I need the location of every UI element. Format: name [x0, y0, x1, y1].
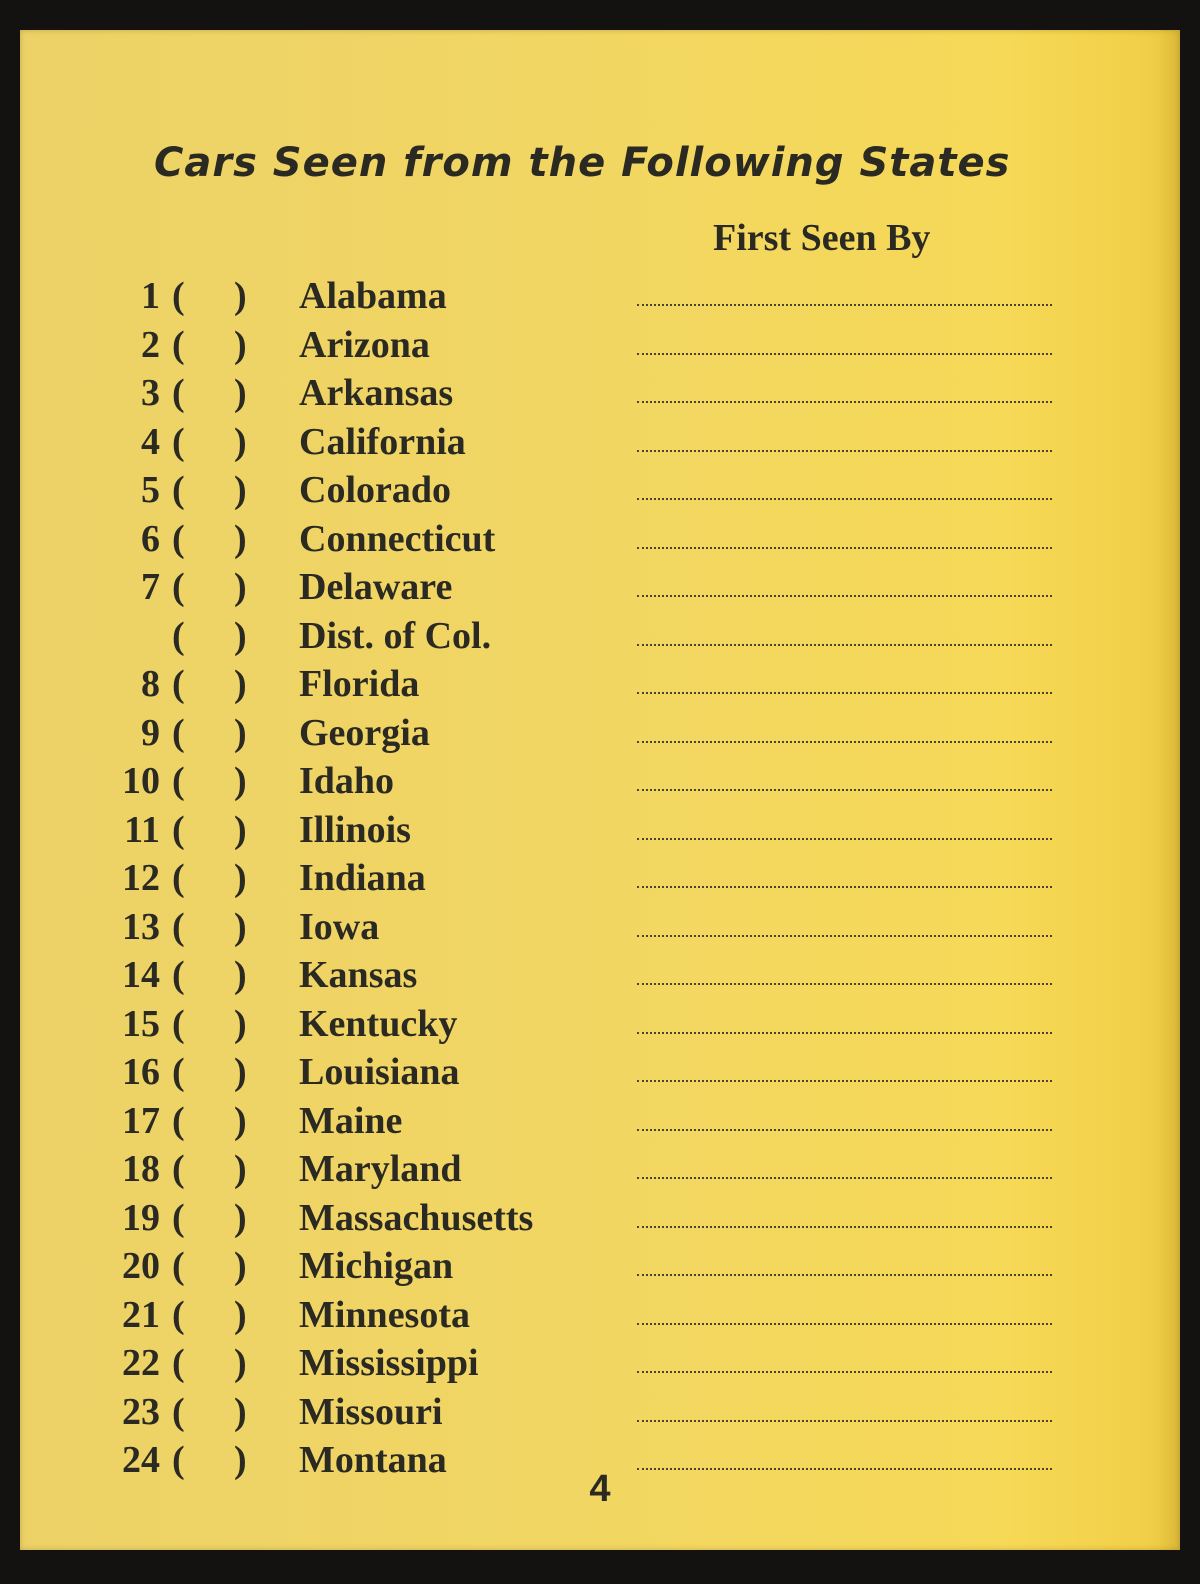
close-paren: ) [234, 323, 247, 366]
checkbox-parentheses[interactable] [172, 418, 264, 466]
state-name: Arizona [299, 323, 430, 366]
open-paren: ( [172, 711, 185, 754]
first-seen-by-blank[interactable] [637, 1032, 1052, 1034]
first-seen-by-blank[interactable] [637, 1323, 1052, 1325]
open-paren: ( [172, 1099, 185, 1142]
checkbox-parentheses[interactable] [172, 903, 264, 951]
state-row [20, 951, 1180, 1000]
state-number: 11 [124, 808, 160, 851]
state-number: 8 [141, 663, 160, 705]
close-paren: ) [234, 711, 247, 754]
state-row [20, 660, 1180, 709]
state-name: Idaho [299, 760, 395, 802]
checkbox-parentheses[interactable] [172, 854, 264, 902]
state-number: 9 [141, 711, 160, 754]
checkbox-parentheses[interactable] [172, 369, 264, 417]
state-number: 18 [122, 1148, 160, 1190]
state-number: 21 [122, 1293, 160, 1336]
open-paren: ( [172, 275, 185, 317]
first-seen-by-blank[interactable] [637, 838, 1052, 840]
state-row [20, 563, 1180, 612]
close-paren: ) [234, 1342, 247, 1384]
state-number: 23 [122, 1390, 160, 1433]
open-paren: ( [172, 420, 185, 463]
state-number: 13 [122, 905, 160, 948]
state-row [20, 369, 1180, 418]
state-number: 7 [141, 566, 160, 608]
first-seen-by-blank[interactable] [637, 401, 1052, 403]
state-row [20, 854, 1180, 903]
checkbox-parentheses[interactable] [172, 1194, 264, 1242]
open-paren: ( [172, 1390, 185, 1433]
open-paren: ( [172, 323, 185, 366]
close-paren: ) [234, 275, 247, 317]
state-number: 12 [122, 857, 160, 899]
first-seen-by-blank[interactable] [637, 692, 1052, 694]
state-number: 2 [141, 323, 160, 366]
first-seen-by-blank[interactable] [637, 1371, 1052, 1373]
close-paren: ) [234, 1293, 247, 1336]
state-row [20, 806, 1180, 855]
open-paren: ( [172, 372, 185, 414]
state-number: 20 [122, 1245, 160, 1287]
open-paren: ( [172, 1196, 185, 1239]
state-number: 24 [122, 1439, 160, 1481]
state-name: Kentucky [299, 1002, 458, 1045]
close-paren: ) [234, 1245, 247, 1287]
checkbox-parentheses[interactable] [172, 612, 264, 660]
open-paren: ( [172, 1148, 185, 1190]
state-name: Minnesota [299, 1293, 470, 1336]
checkbox-parentheses[interactable] [172, 1145, 264, 1193]
first-seen-by-blank[interactable] [637, 547, 1052, 549]
page-title: Cars Seen from the Following States [154, 140, 1011, 186]
checkbox-parentheses[interactable] [172, 1339, 264, 1387]
open-paren: ( [172, 1342, 185, 1384]
checkbox-parentheses[interactable] [172, 466, 264, 514]
state-name: Florida [299, 663, 420, 705]
first-seen-by-blank[interactable] [637, 498, 1052, 500]
open-paren: ( [172, 1002, 185, 1045]
first-seen-by-blank[interactable] [637, 886, 1052, 888]
state-name: Mississippi [299, 1342, 479, 1384]
close-paren: ) [234, 566, 247, 608]
close-paren: ) [234, 663, 247, 705]
close-paren: ) [234, 857, 247, 899]
close-paren: ) [234, 1390, 247, 1433]
open-paren: ( [172, 1245, 185, 1287]
state-row [20, 1048, 1180, 1097]
close-paren: ) [234, 1148, 247, 1190]
state-row [20, 1339, 1180, 1388]
close-paren: ) [234, 808, 247, 851]
state-name: Alabama [299, 275, 447, 317]
checkbox-parentheses[interactable] [172, 1291, 264, 1339]
first-seen-by-blank[interactable] [637, 1177, 1052, 1179]
checkbox-parentheses[interactable] [172, 806, 264, 854]
state-row [20, 1194, 1180, 1243]
state-number: 10 [122, 760, 160, 802]
state-name: Indiana [299, 857, 426, 899]
close-paren: ) [234, 614, 247, 657]
state-row [20, 757, 1180, 806]
state-number: 3 [141, 372, 160, 414]
close-paren: ) [234, 1439, 247, 1481]
first-seen-by-blank[interactable] [637, 595, 1052, 597]
open-paren: ( [172, 857, 185, 899]
state-row [20, 612, 1180, 661]
open-paren: ( [172, 663, 185, 705]
state-row [20, 321, 1180, 370]
close-paren: ) [234, 420, 247, 463]
state-row [20, 418, 1180, 467]
open-paren: ( [172, 905, 185, 948]
first-seen-by-blank[interactable] [637, 1129, 1052, 1131]
close-paren: ) [234, 1099, 247, 1142]
state-name: Iowa [299, 905, 380, 948]
state-number: 19 [122, 1196, 160, 1239]
checkbox-parentheses[interactable] [172, 1097, 264, 1145]
state-name: Illinois [299, 808, 411, 851]
state-row [20, 1291, 1180, 1340]
close-paren: ) [234, 372, 247, 414]
open-paren: ( [172, 566, 185, 608]
state-number: 1 [141, 275, 160, 317]
page-number: 4 [589, 1468, 611, 1510]
state-name: Connecticut [299, 517, 496, 560]
close-paren: ) [234, 905, 247, 948]
state-name: Colorado [299, 469, 451, 511]
open-paren: ( [172, 808, 185, 851]
checkbox-parentheses[interactable] [172, 563, 264, 611]
first-seen-by-blank[interactable] [637, 1226, 1052, 1228]
state-number: 22 [122, 1342, 160, 1384]
state-number: 5 [141, 469, 160, 511]
first-seen-by-blank[interactable] [637, 304, 1052, 306]
open-paren: ( [172, 954, 185, 996]
state-name: Maryland [299, 1148, 462, 1190]
checkbox-parentheses[interactable] [172, 757, 264, 805]
close-paren: ) [234, 517, 247, 560]
open-paren: ( [172, 517, 185, 560]
close-paren: ) [234, 954, 247, 996]
state-number: 17 [122, 1099, 160, 1142]
state-row [20, 466, 1180, 515]
checkbox-parentheses[interactable] [172, 1388, 264, 1436]
open-paren: ( [172, 1051, 185, 1093]
state-name: Delaware [299, 566, 453, 608]
first-seen-by-blank[interactable] [637, 353, 1052, 355]
first-seen-by-blank[interactable] [637, 789, 1052, 791]
checkbox-parentheses[interactable] [172, 272, 264, 320]
checkbox-parentheses[interactable] [172, 1000, 264, 1048]
first-seen-by-blank[interactable] [637, 741, 1052, 743]
open-paren: ( [172, 469, 185, 511]
state-name: Kansas [299, 954, 418, 996]
open-paren: ( [172, 1439, 185, 1481]
state-row [20, 1097, 1180, 1146]
open-paren: ( [172, 614, 185, 657]
close-paren: ) [234, 760, 247, 802]
state-name: Maine [299, 1099, 403, 1142]
state-row [20, 515, 1180, 564]
state-name: Montana [299, 1439, 447, 1481]
first-seen-by-blank[interactable] [637, 1274, 1052, 1276]
state-number: 6 [141, 517, 160, 560]
state-number: 15 [122, 1002, 160, 1045]
checkbox-parentheses[interactable] [172, 321, 264, 369]
state-number: 16 [122, 1051, 160, 1093]
first-seen-by-blank[interactable] [637, 935, 1052, 937]
close-paren: ) [234, 1051, 247, 1093]
state-row [20, 709, 1180, 758]
close-paren: ) [234, 469, 247, 511]
close-paren: ) [234, 1002, 247, 1045]
state-row [20, 903, 1180, 952]
state-name: Georgia [299, 711, 430, 754]
first-seen-by-header: First Seen By [713, 217, 931, 259]
first-seen-by-blank[interactable] [637, 450, 1052, 452]
checkbox-parentheses[interactable] [172, 951, 264, 999]
state-row [20, 272, 1180, 321]
state-number: 4 [141, 420, 160, 463]
state-row [20, 1388, 1180, 1437]
state-name: Michigan [299, 1245, 454, 1287]
checkbox-parentheses[interactable] [172, 709, 264, 757]
state-number: 14 [122, 954, 160, 996]
checkbox-parentheses[interactable] [172, 515, 264, 563]
state-row [20, 1000, 1180, 1049]
state-name: Missouri [299, 1390, 443, 1433]
first-seen-by-blank[interactable] [637, 1420, 1052, 1422]
state-name: Dist. of Col. [299, 614, 492, 657]
state-row [20, 1242, 1180, 1291]
state-name: Louisiana [299, 1051, 460, 1093]
state-name: Massachusetts [299, 1196, 534, 1239]
first-seen-by-blank[interactable] [637, 983, 1052, 985]
close-paren: ) [234, 1196, 247, 1239]
open-paren: ( [172, 760, 185, 802]
state-name: Arkansas [299, 372, 454, 414]
checkbox-parentheses[interactable] [172, 660, 264, 708]
open-paren: ( [172, 1293, 185, 1336]
checkbox-parentheses[interactable] [172, 1242, 264, 1290]
first-seen-by-blank[interactable] [637, 644, 1052, 646]
state-name: California [299, 420, 466, 463]
first-seen-by-blank[interactable] [637, 1080, 1052, 1082]
checkbox-parentheses[interactable] [172, 1048, 264, 1096]
state-row [20, 1145, 1180, 1194]
booklet-page [20, 30, 1180, 1550]
state-checklist [20, 272, 1180, 1485]
